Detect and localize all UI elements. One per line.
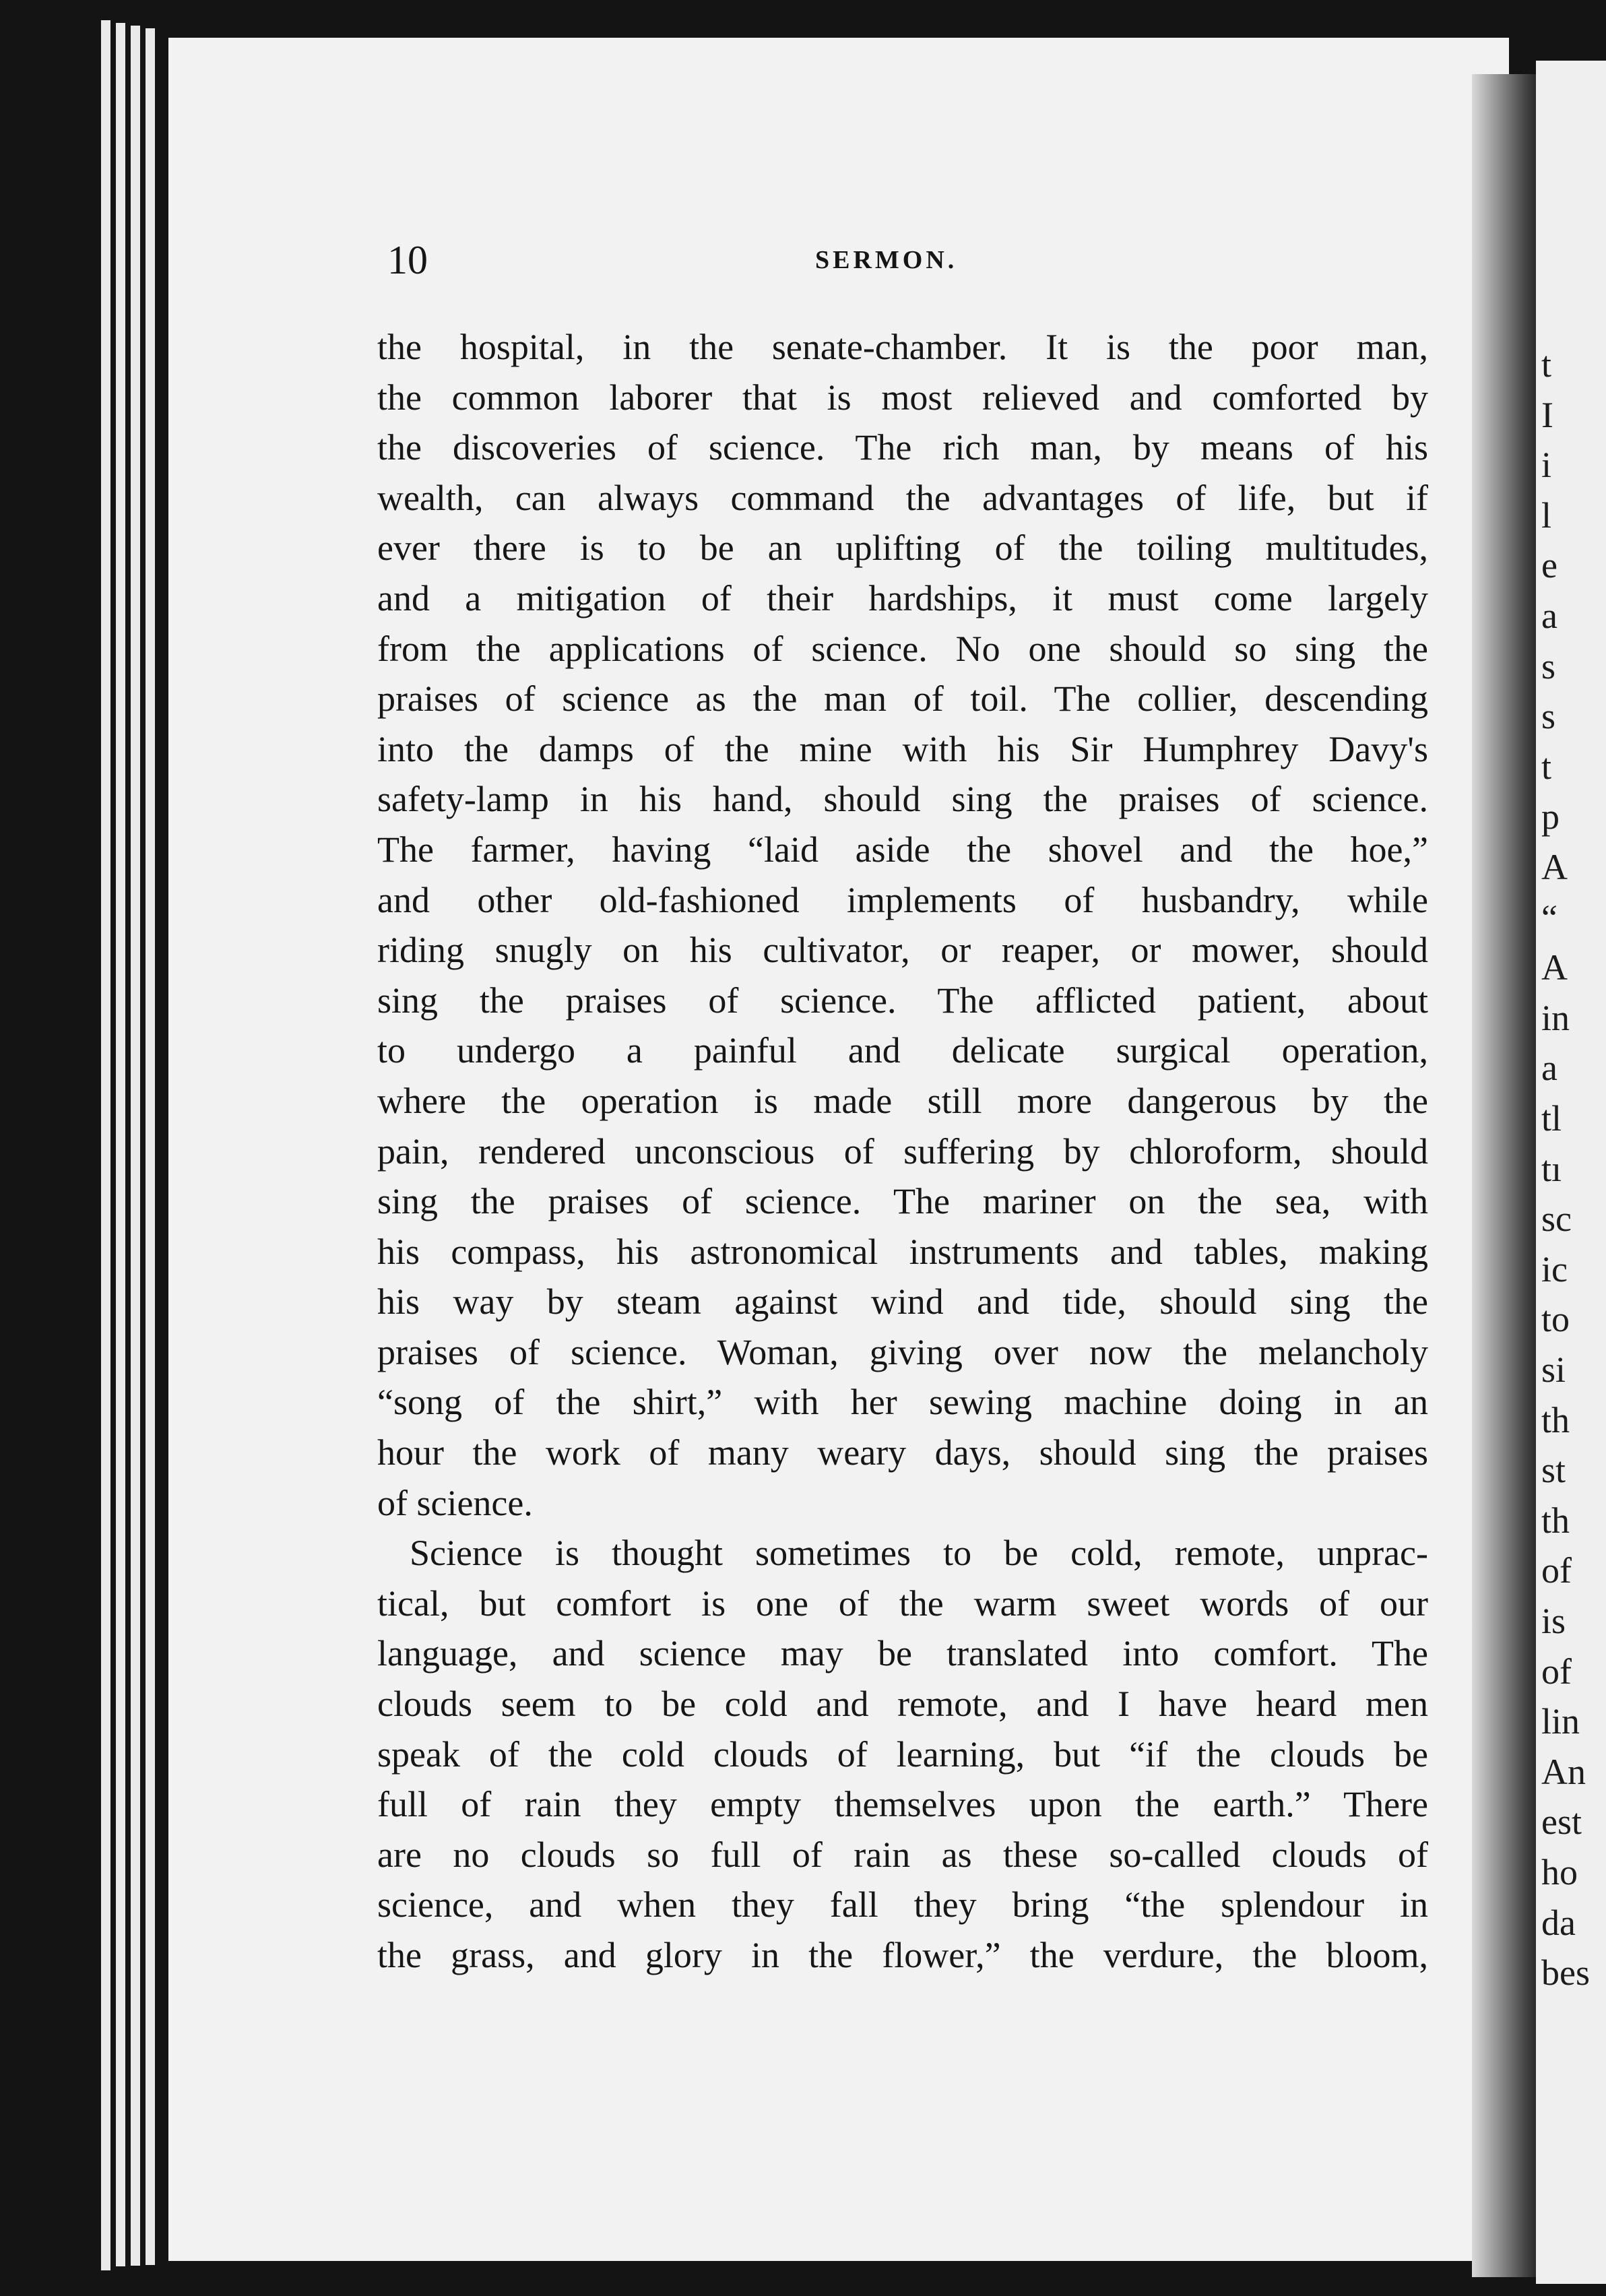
text-line: speak of the cold clouds of learning, but “if the clouds be — [377, 1733, 1428, 1775]
facing-page-text-fragment: ho — [1541, 1852, 1578, 1892]
facing-page-text-fragment: i — [1541, 445, 1552, 486]
text-line: pain, rendered unconscious of suffering by chloroform, should — [377, 1130, 1428, 1172]
page-header — [387, 237, 1438, 284]
facing-page-text-fragment: I — [1541, 394, 1553, 435]
page-edge — [146, 28, 155, 2265]
text-line: full of rain they empty themselves upon the earth.” There — [377, 1784, 1428, 1825]
text-line: his compass, his astronomical instruments and tables, making — [377, 1231, 1428, 1272]
facing-page-text-fragment: ic — [1541, 1248, 1568, 1289]
text-line: the discoveries of science. The rich man, by means of his — [377, 427, 1428, 468]
text-line: riding snugly on his cultivator, or reaper, or mower, should — [377, 930, 1428, 971]
facing-page-text-fragment: s — [1541, 645, 1556, 687]
facing-page-text-fragment: p — [1541, 796, 1560, 837]
page-edge — [131, 26, 140, 2266]
page-number: 10 — [387, 238, 428, 282]
facing-page-text-fragment: of — [1541, 1550, 1572, 1591]
facing-page-text-fragment: lin — [1541, 1701, 1580, 1742]
text-line: praises of science. Woman, giving over now the melancholy — [377, 1331, 1428, 1372]
text-line: hour the work of many weary days, should sing the praises — [377, 1432, 1428, 1473]
facing-page-text-fragment: sc — [1541, 1199, 1572, 1240]
facing-page-text-fragment: t — [1541, 344, 1552, 385]
facing-page-text-fragment: th — [1541, 1500, 1570, 1541]
facing-page-text-fragment: a — [1541, 596, 1557, 636]
text-line: tical, but comfort is one of the warm sweet words of our — [377, 1583, 1428, 1624]
text-line: safety-lamp in his hand, should sing the praises of science. — [377, 779, 1428, 820]
text-line: of science. — [377, 1482, 533, 1523]
facing-page-text-fragment: a — [1541, 1048, 1557, 1089]
facing-page-text-fragment: th — [1541, 1399, 1570, 1440]
facing-page-text-fragment: is — [1541, 1601, 1566, 1641]
book-gutter — [1472, 74, 1536, 2277]
facing-page-text-fragment: da — [1541, 1902, 1576, 1943]
facing-page-text-fragment: s — [1541, 696, 1556, 737]
facing-page-fragment — [1536, 61, 1606, 2284]
text-line: science, and when they fall they bring “the splendour in — [377, 1884, 1428, 1925]
text-line: the grass, and glory in the flower,” the verdure, the bloom, — [377, 1935, 1428, 1975]
text-line: language, and science may be translated into comfort. The — [377, 1633, 1428, 1674]
text-line: where the operation is made still more dangerous by the — [377, 1080, 1428, 1121]
text-line: ever there is to be an uplifting of the toiling multitudes, — [377, 528, 1428, 569]
text-line: and a mitigation of their hardships, it must come largely — [377, 577, 1428, 618]
facing-page-text-fragment: “ — [1541, 897, 1557, 938]
running-head: SERMON. — [815, 246, 958, 274]
facing-page-text-fragment: to — [1541, 1299, 1570, 1340]
text-line: into the damps of the mine with his Sir Humphrey Davy's — [377, 728, 1428, 769]
facing-page-text-fragment: l — [1541, 495, 1552, 536]
text-line: sing the praises of science. The mariner on the sea, with — [377, 1181, 1428, 1222]
facing-page-text-fragment: in — [1541, 997, 1570, 1038]
text-line: the hospital, in the senate-chamber. It is the poor man, — [377, 327, 1428, 367]
text-line: Science is thought sometimes to be cold, remote, unprac- — [410, 1533, 1428, 1574]
text-line: to undergo a painful and delicate surgical operation, — [377, 1030, 1428, 1071]
facing-page-text-fragment: si — [1541, 1349, 1566, 1390]
facing-page-text-fragment: A — [1541, 947, 1568, 988]
facing-page-text-fragment: est — [1541, 1801, 1582, 1843]
facing-page-text-fragment: tı — [1541, 1148, 1562, 1189]
text-line: the common laborer that is most relieved and comforted by — [377, 377, 1428, 418]
text-line: “song of the shirt,” with her sewing machine doing in an — [377, 1382, 1428, 1423]
body-text — [377, 322, 1428, 1981]
text-line: from the applications of science. No one should so sing the — [377, 628, 1428, 669]
page-edge — [101, 20, 110, 2270]
facing-page-text-fragment: An — [1541, 1751, 1586, 1792]
text-line: wealth, can always command the advantages of life, but if — [377, 477, 1428, 518]
facing-page-text-fragment: tl — [1541, 1098, 1562, 1139]
facing-page-text-fragment: bes — [1541, 1952, 1590, 1994]
facing-page-text-fragment: A — [1541, 847, 1568, 887]
text-line: clouds seem to be cold and remote, and I have heard men — [377, 1684, 1428, 1725]
facing-page-text-fragment: of — [1541, 1651, 1572, 1692]
text-line: sing the praises of science. The afflicted patient, about — [377, 980, 1428, 1021]
text-line: are no clouds so full of rain as these so-called clouds of — [377, 1834, 1428, 1875]
text-line: and other old-fashioned implements of husbandry, while — [377, 879, 1428, 920]
facing-page-text-fragment: e — [1541, 545, 1557, 586]
text-line: The farmer, having “laid aside the shovel and the hoe,” — [377, 829, 1428, 870]
facing-page-text-fragment: st — [1541, 1450, 1566, 1491]
text-line: his way by steam against wind and tide, should sing the — [377, 1281, 1428, 1322]
text-line: praises of science as the man of toil. The collier, descending — [377, 678, 1428, 720]
page-edge — [116, 23, 125, 2266]
facing-page-text-fragment: t — [1541, 746, 1552, 787]
